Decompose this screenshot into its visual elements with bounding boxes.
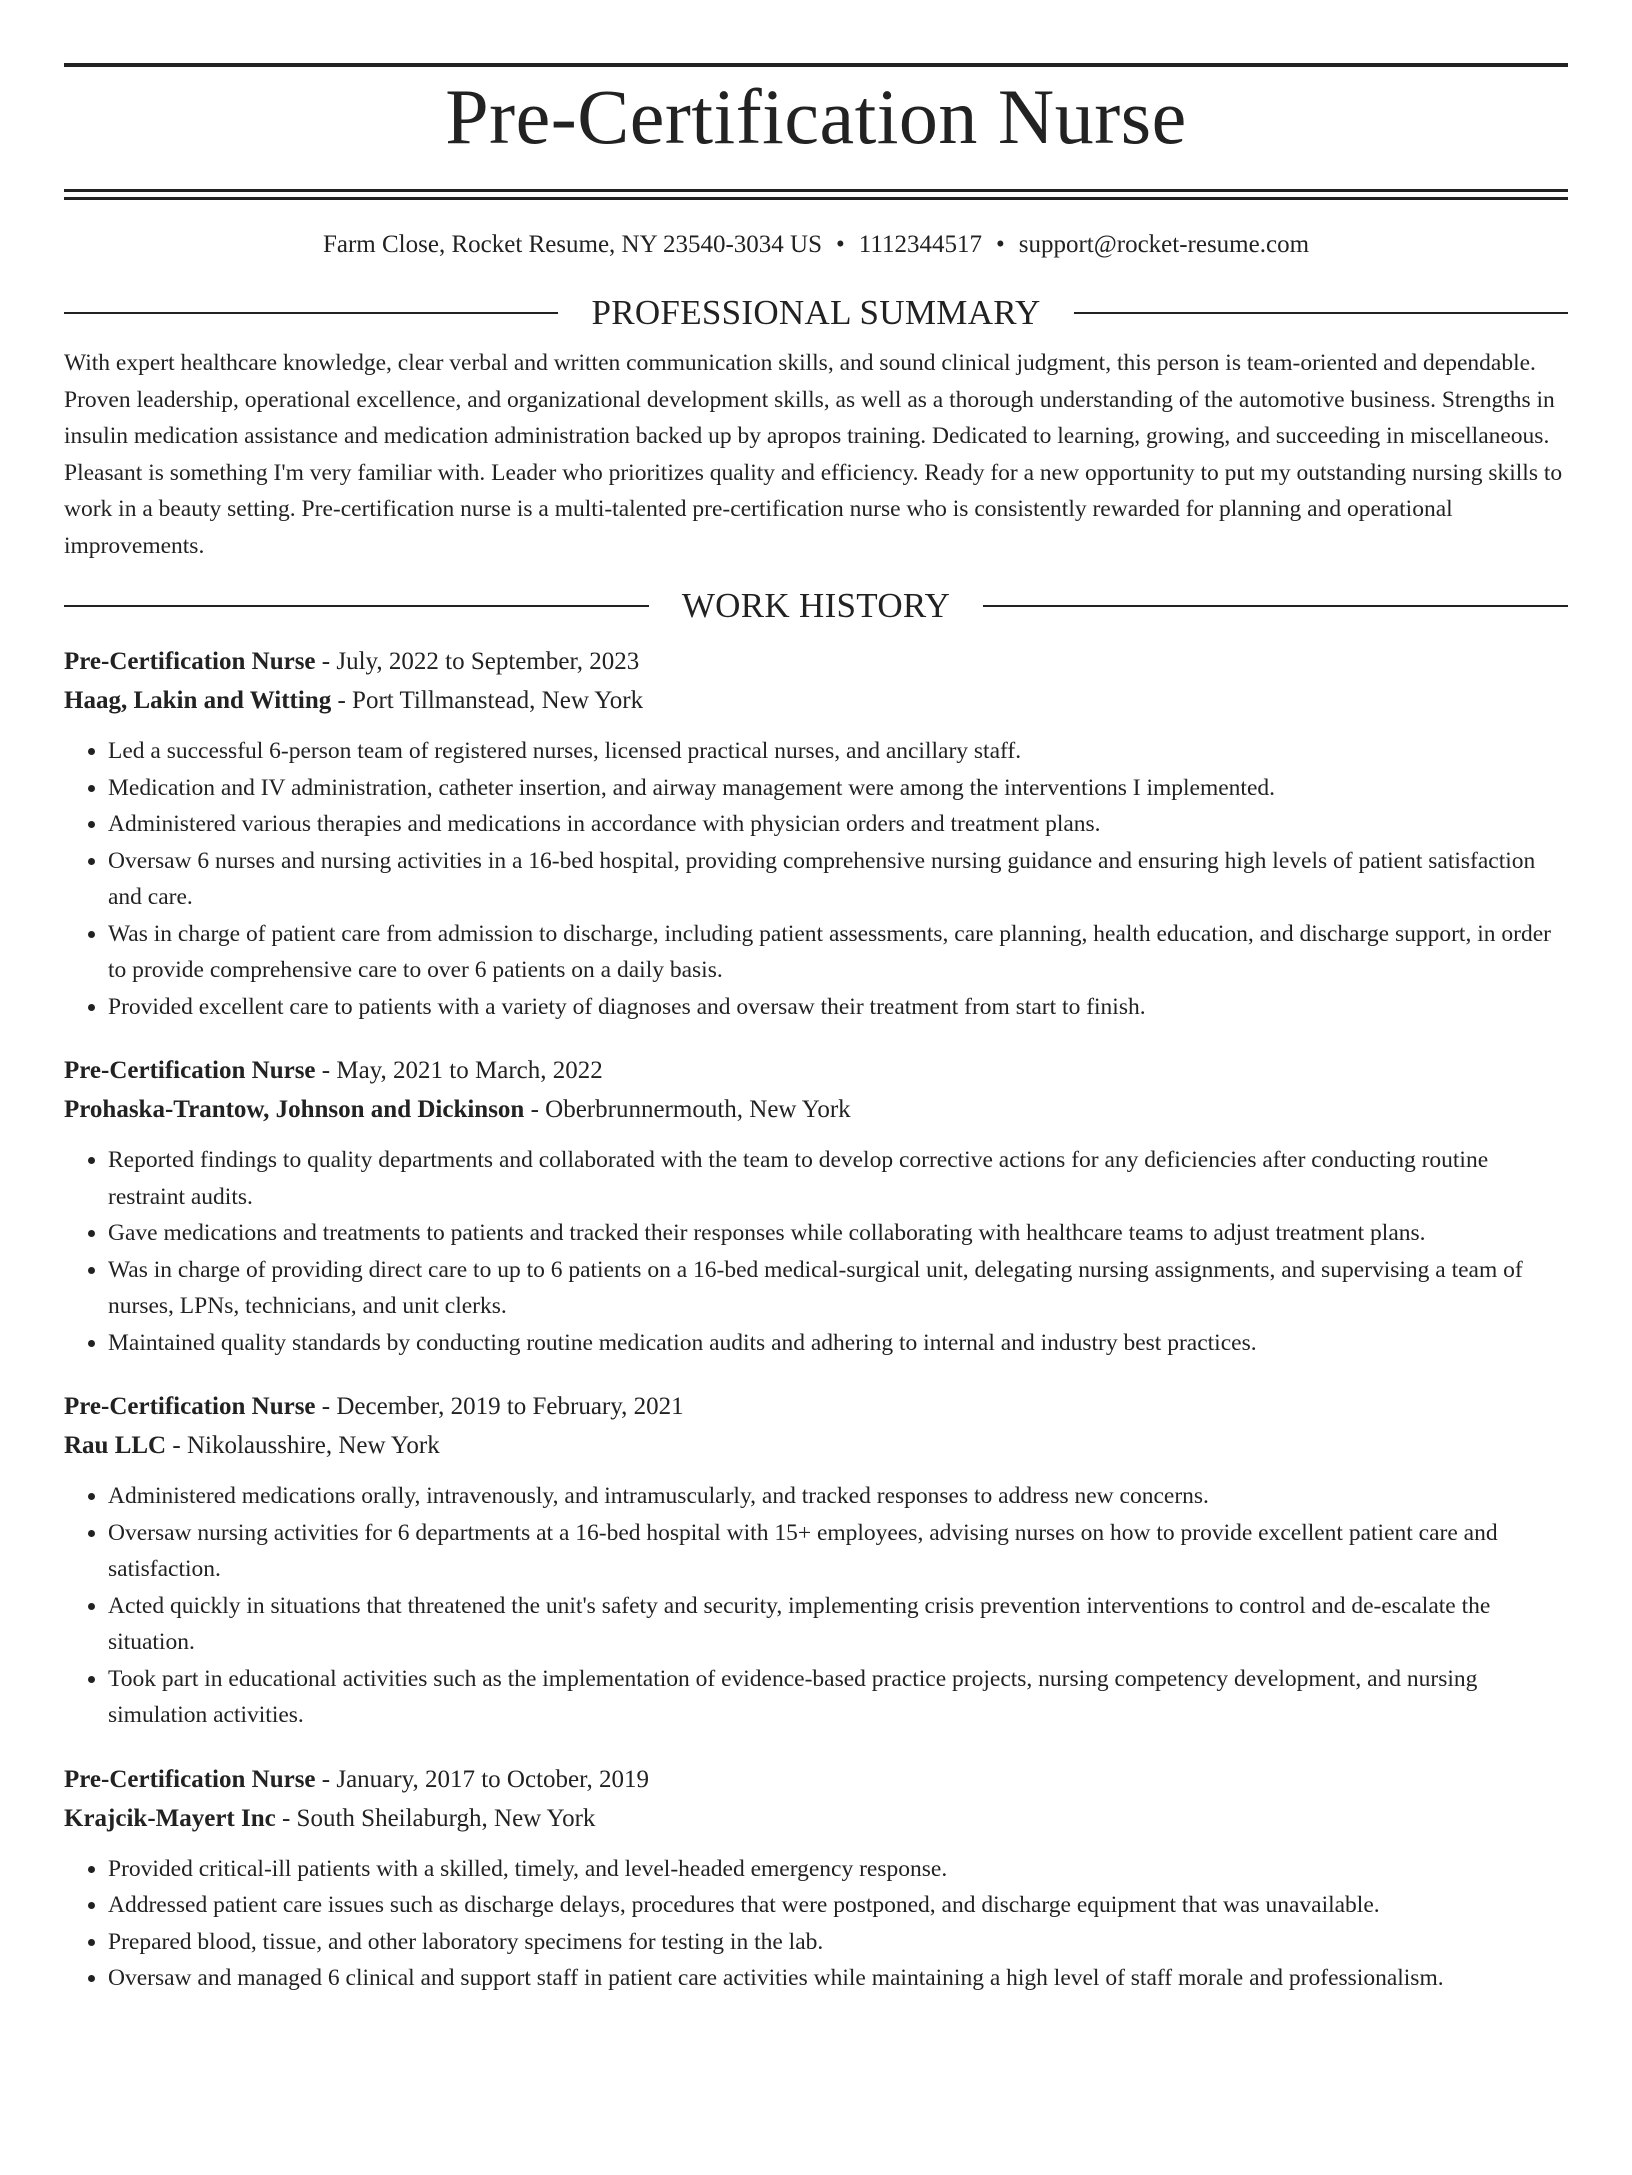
job-bullet: • Addressed patient care issues such as discharge delays, procedures that were postponed, and discharge equipment that was unavailable.: [108, 1887, 1568, 1924]
work-section-heading: [64, 584, 1568, 628]
job-title-line: [64, 642, 1568, 681]
heading-left-rule: [64, 605, 649, 607]
job-bullet: • Administered various therapies and medications in accordance with physician orders and treatment plans.: [108, 806, 1568, 843]
heading-left-rule: [64, 312, 558, 314]
summary-paragraph: With expert healthcare knowledge, clear verbal and written communication skills, and sound clinical judgment, this person is team-oriented and dependable. Proven leadership, operational excellence, and organizational development skills, as well as a thorough understanding of the automotive business. Strengths in insulin medication assistance and medication administration backed up by apropos training. Dedicated to learning, growing, and succeeding in miscellaneous. Pleasant is something I'm very familiar with. Leader who prioritizes quality and efficiency. Ready for a new opportunity to put my outstanding nursing skills to work in a beauty setting. Pre-certification nurse is a multi-talented pre-certification nurse who is consistently rewarded for planning and operational improvements.: [64, 350, 1563, 559]
job-dates: - July, 2022 to September, 2023: [315, 648, 640, 675]
job-bullet: • Led a successful 6-person team of registered nurses, licensed practical nurses, and ancillary staff.: [108, 733, 1568, 770]
job-company-line: [64, 1799, 1568, 1838]
heading-right-rule: [983, 605, 1568, 607]
job-company-line: [64, 1090, 1568, 1129]
job-title-line: [64, 1760, 1568, 1799]
job-bullet: • Oversaw 6 nurses and nursing activities in a 16-bed hospital, providing comprehensive nursing guidance and ensuring high levels of patient satisfaction and care.: [108, 843, 1568, 916]
job-bullet: • Maintained quality standards by conducting routine medication audits and adhering to internal and industry best practices.: [108, 1325, 1568, 1362]
job-bullet: • Acted quickly in situations that threatened the unit's safety and security, implementing crisis prevention interventions to control and de-escalate the situation.: [108, 1588, 1568, 1661]
contact-email: support@rocket-resume.com: [1018, 231, 1310, 258]
job-bullet: • Oversaw and managed 6 clinical and support staff in patient care activities while maintaining a high level of staff morale and professionalism.: [108, 1960, 1568, 1997]
job-location: - Nikolausshire, New York: [166, 1432, 440, 1459]
job-bullet: • Administered medications orally, intravenously, and intramuscularly, and tracked responses to address new concerns.: [108, 1478, 1568, 1515]
job-entry: [64, 1051, 1568, 1361]
job-dates: - May, 2021 to March, 2022: [315, 1057, 603, 1084]
job-bullet: • Medication and IV administration, catheter insertion, and airway management were among the interventions I implemented.: [108, 770, 1568, 807]
job-entry: [64, 642, 1568, 1025]
job-title: Pre-Certification Nurse: [64, 648, 316, 675]
candidate-name: Pre-Certification Nurse: [445, 73, 1187, 160]
job-dates: - January, 2017 to October, 2019: [315, 1765, 649, 1793]
contact-address: Farm Close, Rocket Resume, NY 23540-3034 US: [322, 231, 823, 258]
work-heading-text: WORK HISTORY: [681, 586, 951, 625]
heading-right-rule: [1074, 312, 1568, 314]
resume-page: [0, 63, 1632, 2175]
header-top-rule: [64, 63, 1568, 67]
job-location: - Port Tillmanstead, New York: [331, 687, 644, 714]
job-dates: - December, 2019 to February, 2021: [315, 1393, 684, 1420]
job-title: Pre-Certification Nurse: [64, 1393, 316, 1420]
job-bullet: • Oversaw nursing activities for 6 departments at a 16-bed hospital with 15+ employees, advising nurses on how to provide excellent patient care and satisfaction.: [108, 1515, 1568, 1588]
job-bullet: • Provided critical-ill patients with a skilled, timely, and level-headed emergency response.: [108, 1851, 1568, 1888]
job-bullet: • Prepared blood, tissue, and other laboratory specimens for testing in the lab.: [108, 1924, 1568, 1961]
job-company: Krajcik-Mayert Inc: [64, 1804, 276, 1832]
job-company: Haag, Lakin and Witting: [64, 687, 332, 714]
summary-heading-text: PROFESSIONAL SUMMARY: [591, 293, 1041, 332]
job-title-line: [64, 1051, 1568, 1090]
contact-phone: 1112344517: [858, 231, 982, 258]
job-company: Prohaska-Trantow, Johnson and Dickinson: [64, 1096, 525, 1123]
job-title: Pre-Certification Nurse: [64, 1765, 316, 1793]
job-location: - Oberbrunnermouth, New York: [524, 1096, 851, 1123]
job-bullet: • Took part in educational activities such as the implementation of evidence-based practice projects, nursing competency development, and nursing simulation activities.: [108, 1661, 1568, 1734]
job-title: Pre-Certification Nurse: [64, 1057, 316, 1084]
job-bullets: [64, 1142, 1568, 1361]
job-bullets: [64, 1478, 1568, 1734]
job-location: - South Sheilaburgh, New York: [275, 1804, 596, 1832]
job-bullet: • Was in charge of patient care from admission to discharge, including patient assessments, care planning, health education, and discharge support, in order to provide comprehensive care to over 6 patients on a daily basis.: [108, 916, 1568, 989]
summary-section-heading: [64, 291, 1568, 335]
job-bullets: [64, 733, 1568, 1025]
job-entry: [64, 1760, 1568, 1997]
job-bullet: • Provided excellent care to patients with a variety of diagnoses and oversaw their treatment from start to finish.: [108, 989, 1568, 1026]
job-company-line: [64, 1426, 1568, 1465]
job-bullet: • Gave medications and treatments to patients and tracked their responses while collaborating with healthcare teams to adjust treatment plans.: [108, 1215, 1568, 1252]
job-title-line: [64, 1387, 1568, 1426]
contact-separator: •: [995, 231, 1005, 258]
job-bullet: • Was in charge of providing direct care to up to 6 patients on a 16-bed medical-surgical unit, delegating nursing assignments, and supervising a team of nurses, LPNs, technicians, and unit clerks.: [108, 1252, 1568, 1325]
job-entry: [64, 1387, 1568, 1734]
header-double-rule: [64, 189, 1568, 200]
contact-line: [64, 229, 1568, 261]
job-company-line: [64, 681, 1568, 720]
job-company: Rau LLC: [64, 1432, 167, 1459]
job-bullet: • Reported findings to quality departments and collaborated with the team to develop corrective actions for any deficiencies after conducting routine restraint audits.: [108, 1142, 1568, 1215]
contact-separator: •: [836, 231, 845, 258]
job-bullets: [64, 1851, 1568, 1997]
